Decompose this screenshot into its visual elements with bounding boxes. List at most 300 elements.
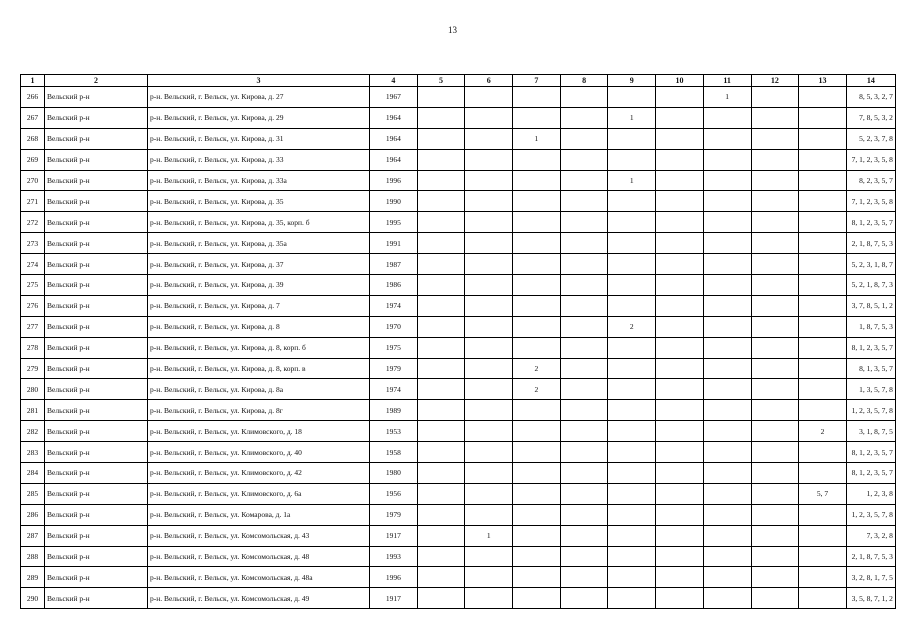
cell-col-2: Вельский р-н	[45, 463, 148, 484]
cell-col-2: Вельский р-н	[45, 504, 148, 525]
cell-col-3: р-н. Вельский, г. Вельск, ул. Кирова, д. 8	[148, 316, 370, 337]
cell-col-5	[417, 358, 465, 379]
cell-col-4: 1996	[370, 170, 418, 191]
table-row	[21, 87, 896, 108]
cell-col-10	[656, 170, 704, 191]
cell-col-10	[656, 212, 704, 233]
cell-col-7	[513, 191, 561, 212]
cell-col-5	[417, 567, 465, 588]
cell-col-3: р-н. Вельский, г. Вельск, ул. Комсомольская, д. 49	[148, 588, 370, 609]
cell-col-8	[560, 588, 608, 609]
table-row	[21, 504, 896, 525]
cell-col-2: Вельский р-н	[45, 275, 148, 296]
cell-col-4: 1974	[370, 379, 418, 400]
cell-col-2: Вельский р-н	[45, 107, 148, 128]
cell-col-14: 7, 1, 2, 3, 5, 8	[846, 149, 895, 170]
cell-col-1: 272	[21, 212, 45, 233]
cell-col-5	[417, 295, 465, 316]
cell-col-6	[465, 483, 513, 504]
cell-col-7: 2	[513, 358, 561, 379]
table-row	[21, 128, 896, 149]
cell-col-5	[417, 525, 465, 546]
cell-col-12	[751, 191, 799, 212]
cell-col-7	[513, 421, 561, 442]
table-row	[21, 567, 896, 588]
cell-col-13	[799, 358, 847, 379]
cell-col-14: 8, 5, 3, 2, 7	[846, 87, 895, 108]
cell-col-10	[656, 379, 704, 400]
cell-col-9	[608, 421, 656, 442]
cell-col-6	[465, 337, 513, 358]
cell-col-9	[608, 149, 656, 170]
cell-col-3: р-н. Вельский, г. Вельск, ул. Кирова, д. 33	[148, 149, 370, 170]
cell-col-7	[513, 337, 561, 358]
cell-col-8	[560, 379, 608, 400]
cell-col-1: 275	[21, 275, 45, 296]
cell-col-4: 1990	[370, 191, 418, 212]
cell-col-13	[799, 295, 847, 316]
cell-col-6	[465, 295, 513, 316]
cell-col-10	[656, 295, 704, 316]
cell-col-5	[417, 379, 465, 400]
cell-col-9	[608, 87, 656, 108]
cell-col-12	[751, 128, 799, 149]
cell-col-2: Вельский р-н	[45, 212, 148, 233]
cell-col-11	[703, 316, 751, 337]
cell-col-11	[703, 275, 751, 296]
cell-col-10	[656, 316, 704, 337]
cell-col-11	[703, 170, 751, 191]
cell-col-4: 1974	[370, 295, 418, 316]
column-header-6: 6	[465, 75, 513, 87]
column-header-4: 4	[370, 75, 418, 87]
cell-col-12	[751, 87, 799, 108]
cell-col-5	[417, 588, 465, 609]
table-row	[21, 483, 896, 504]
cell-col-3: р-н. Вельский, г. Вельск, ул. Кирова, д. 7	[148, 295, 370, 316]
cell-col-6	[465, 149, 513, 170]
cell-col-8	[560, 275, 608, 296]
cell-col-9	[608, 295, 656, 316]
cell-col-12	[751, 275, 799, 296]
cell-col-7	[513, 588, 561, 609]
cell-col-13	[799, 442, 847, 463]
cell-col-1: 279	[21, 358, 45, 379]
cell-col-1: 274	[21, 254, 45, 275]
cell-col-10	[656, 442, 704, 463]
cell-col-1: 289	[21, 567, 45, 588]
cell-col-12	[751, 463, 799, 484]
table-row	[21, 463, 896, 484]
cell-col-8	[560, 316, 608, 337]
table-row	[21, 191, 896, 212]
cell-col-6	[465, 233, 513, 254]
cell-col-8	[560, 442, 608, 463]
cell-col-2: Вельский р-н	[45, 400, 148, 421]
cell-col-6	[465, 567, 513, 588]
cell-col-10	[656, 588, 704, 609]
cell-col-14: 8, 2, 3, 5, 7	[846, 170, 895, 191]
cell-col-8	[560, 483, 608, 504]
cell-col-7	[513, 87, 561, 108]
cell-col-3: р-н. Вельский, г. Вельск, ул. Кирова, д. 33а	[148, 170, 370, 191]
cell-col-10	[656, 191, 704, 212]
cell-col-4: 1991	[370, 233, 418, 254]
cell-col-2: Вельский р-н	[45, 567, 148, 588]
cell-col-6	[465, 87, 513, 108]
cell-col-8	[560, 212, 608, 233]
cell-col-12	[751, 483, 799, 504]
cell-col-6: 1	[465, 525, 513, 546]
cell-col-1: 287	[21, 525, 45, 546]
cell-col-6	[465, 212, 513, 233]
table-row	[21, 107, 896, 128]
cell-col-2: Вельский р-н	[45, 421, 148, 442]
cell-col-3: р-н. Вельский, г. Вельск, ул. Кирова, д. 31	[148, 128, 370, 149]
cell-col-5	[417, 149, 465, 170]
column-header-8: 8	[560, 75, 608, 87]
cell-col-11	[703, 588, 751, 609]
cell-col-5	[417, 233, 465, 254]
column-header-3: 3	[148, 75, 370, 87]
cell-col-3: р-н. Вельский, г. Вельск, ул. Кирова, д. 39	[148, 275, 370, 296]
page-number: 13	[448, 25, 457, 35]
cell-col-5	[417, 191, 465, 212]
table-row	[21, 442, 896, 463]
cell-col-10	[656, 567, 704, 588]
cell-col-1: 286	[21, 504, 45, 525]
table-row	[21, 212, 896, 233]
cell-col-5	[417, 442, 465, 463]
cell-col-13	[799, 170, 847, 191]
column-header-7: 7	[513, 75, 561, 87]
cell-col-9	[608, 546, 656, 567]
cell-col-1: 278	[21, 337, 45, 358]
cell-col-7	[513, 316, 561, 337]
cell-col-4: 1964	[370, 128, 418, 149]
cell-col-6	[465, 275, 513, 296]
cell-col-12	[751, 337, 799, 358]
cell-col-7	[513, 504, 561, 525]
cell-col-8	[560, 567, 608, 588]
table-row	[21, 588, 896, 609]
cell-col-1: 284	[21, 463, 45, 484]
cell-col-11	[703, 567, 751, 588]
cell-col-14: 5, 2, 3, 7, 8	[846, 128, 895, 149]
cell-col-2: Вельский р-н	[45, 588, 148, 609]
cell-col-12	[751, 379, 799, 400]
cell-col-9	[608, 254, 656, 275]
cell-col-4: 1996	[370, 567, 418, 588]
cell-col-3: р-н. Вельский, г. Вельск, ул. Кирова, д. 29	[148, 107, 370, 128]
cell-col-8	[560, 107, 608, 128]
cell-col-14: 1, 8, 7, 5, 3	[846, 316, 895, 337]
cell-col-11	[703, 337, 751, 358]
cell-col-2: Вельский р-н	[45, 337, 148, 358]
cell-col-4: 1993	[370, 546, 418, 567]
cell-col-11	[703, 358, 751, 379]
cell-col-14: 1, 2, 3, 8	[846, 483, 895, 504]
cell-col-11	[703, 191, 751, 212]
cell-col-14: 2, 1, 8, 7, 5, 3	[846, 546, 895, 567]
cell-col-7: 2	[513, 379, 561, 400]
cell-col-13	[799, 128, 847, 149]
cell-col-12	[751, 400, 799, 421]
table-row	[21, 525, 896, 546]
cell-col-12	[751, 421, 799, 442]
cell-col-2: Вельский р-н	[45, 233, 148, 254]
cell-col-1: 288	[21, 546, 45, 567]
cell-col-13	[799, 463, 847, 484]
cell-col-9	[608, 191, 656, 212]
cell-col-8	[560, 295, 608, 316]
cell-col-9: 1	[608, 107, 656, 128]
column-header-9: 9	[608, 75, 656, 87]
cell-col-2: Вельский р-н	[45, 442, 148, 463]
cell-col-13	[799, 337, 847, 358]
cell-col-12	[751, 149, 799, 170]
table-row	[21, 358, 896, 379]
cell-col-4: 1995	[370, 212, 418, 233]
table-row	[21, 421, 896, 442]
cell-col-12	[751, 107, 799, 128]
cell-col-5	[417, 400, 465, 421]
cell-col-4: 1975	[370, 337, 418, 358]
cell-col-6	[465, 421, 513, 442]
cell-col-6	[465, 107, 513, 128]
cell-col-12	[751, 546, 799, 567]
cell-col-9	[608, 379, 656, 400]
cell-col-10	[656, 546, 704, 567]
cell-col-8	[560, 170, 608, 191]
table-row	[21, 233, 896, 254]
cell-col-3: р-н. Вельский, г. Вельск, ул. Кирова, д. 8г	[148, 400, 370, 421]
cell-col-7	[513, 567, 561, 588]
cell-col-9	[608, 358, 656, 379]
cell-col-11: 1	[703, 87, 751, 108]
cell-col-12	[751, 442, 799, 463]
cell-col-1: 266	[21, 87, 45, 108]
cell-col-11	[703, 149, 751, 170]
cell-col-11	[703, 379, 751, 400]
cell-col-3: р-н. Вельский, г. Вельск, ул. Кирова, д. 8а	[148, 379, 370, 400]
cell-col-6	[465, 463, 513, 484]
cell-col-5	[417, 128, 465, 149]
table-row	[21, 546, 896, 567]
cell-col-3: р-н. Вельский, г. Вельск, ул. Климовского, д. 6а	[148, 483, 370, 504]
cell-col-3: р-н. Вельский, г. Вельск, ул. Комсомольская, д. 48	[148, 546, 370, 567]
cell-col-5	[417, 87, 465, 108]
cell-col-2: Вельский р-н	[45, 191, 148, 212]
cell-col-11	[703, 421, 751, 442]
cell-col-13	[799, 212, 847, 233]
cell-col-14: 8, 1, 2, 3, 5, 7	[846, 442, 895, 463]
cell-col-1: 270	[21, 170, 45, 191]
cell-col-12	[751, 567, 799, 588]
cell-col-3: р-н. Вельский, г. Вельск, ул. Комсомольская, д. 48а	[148, 567, 370, 588]
cell-col-7	[513, 107, 561, 128]
cell-col-9: 1	[608, 170, 656, 191]
cell-col-6	[465, 400, 513, 421]
cell-col-14: 5, 2, 1, 8, 7, 3	[846, 275, 895, 296]
cell-col-7	[513, 170, 561, 191]
cell-col-13	[799, 504, 847, 525]
cell-col-3: р-н. Вельский, г. Вельск, ул. Комарова, д. 1а	[148, 504, 370, 525]
cell-col-8	[560, 400, 608, 421]
cell-col-9	[608, 128, 656, 149]
cell-col-9	[608, 567, 656, 588]
cell-col-10	[656, 233, 704, 254]
cell-col-12	[751, 212, 799, 233]
cell-col-3: р-н. Вельский, г. Вельск, ул. Кирова, д. 8, корп. б	[148, 337, 370, 358]
cell-col-9	[608, 504, 656, 525]
cell-col-13	[799, 379, 847, 400]
cell-col-9	[608, 212, 656, 233]
cell-col-12	[751, 233, 799, 254]
cell-col-8	[560, 463, 608, 484]
cell-col-5	[417, 337, 465, 358]
cell-col-1: 267	[21, 107, 45, 128]
cell-col-13	[799, 275, 847, 296]
cell-col-11	[703, 442, 751, 463]
cell-col-10	[656, 463, 704, 484]
cell-col-13	[799, 400, 847, 421]
cell-col-4: 1964	[370, 107, 418, 128]
cell-col-1: 269	[21, 149, 45, 170]
cell-col-4: 1986	[370, 275, 418, 296]
cell-col-8	[560, 358, 608, 379]
cell-col-2: Вельский р-н	[45, 170, 148, 191]
cell-col-1: 271	[21, 191, 45, 212]
cell-col-8	[560, 546, 608, 567]
cell-col-12	[751, 525, 799, 546]
cell-col-10	[656, 400, 704, 421]
cell-col-10	[656, 128, 704, 149]
cell-col-7	[513, 442, 561, 463]
cell-col-10	[656, 483, 704, 504]
cell-col-4: 1917	[370, 525, 418, 546]
cell-col-2: Вельский р-н	[45, 483, 148, 504]
cell-col-8	[560, 421, 608, 442]
cell-col-4: 1979	[370, 504, 418, 525]
cell-col-14: 3, 2, 8, 1, 7, 5	[846, 567, 895, 588]
cell-col-9	[608, 233, 656, 254]
column-header-11: 11	[703, 75, 751, 87]
cell-col-5	[417, 546, 465, 567]
cell-col-12	[751, 358, 799, 379]
table-row	[21, 149, 896, 170]
cell-col-10	[656, 275, 704, 296]
column-header-5: 5	[417, 75, 465, 87]
column-header-1: 1	[21, 75, 45, 87]
cell-col-8	[560, 337, 608, 358]
cell-col-7	[513, 525, 561, 546]
cell-col-5	[417, 421, 465, 442]
cell-col-13	[799, 525, 847, 546]
cell-col-5	[417, 483, 465, 504]
cell-col-14: 1, 2, 3, 5, 7, 8	[846, 504, 895, 525]
cell-col-1: 268	[21, 128, 45, 149]
cell-col-2: Вельский р-н	[45, 87, 148, 108]
cell-col-4: 1958	[370, 442, 418, 463]
cell-col-2: Вельский р-н	[45, 358, 148, 379]
cell-col-1: 285	[21, 483, 45, 504]
cell-col-10	[656, 87, 704, 108]
cell-col-4: 1980	[370, 463, 418, 484]
cell-col-7	[513, 149, 561, 170]
cell-col-3: р-н. Вельский, г. Вельск, ул. Кирова, д. 35	[148, 191, 370, 212]
cell-col-1: 273	[21, 233, 45, 254]
cell-col-8	[560, 128, 608, 149]
cell-col-9: 2	[608, 316, 656, 337]
cell-col-13	[799, 316, 847, 337]
table-row	[21, 316, 896, 337]
cell-col-4: 1964	[370, 149, 418, 170]
cell-col-8	[560, 87, 608, 108]
table-row	[21, 337, 896, 358]
cell-col-14: 1, 3, 5, 7, 8	[846, 379, 895, 400]
cell-col-9	[608, 337, 656, 358]
table-body	[21, 87, 896, 609]
cell-col-1: 280	[21, 379, 45, 400]
cell-col-3: р-н. Вельский, г. Вельск, ул. Кирова, д. 8, корп. в	[148, 358, 370, 379]
cell-col-12	[751, 316, 799, 337]
cell-col-5	[417, 107, 465, 128]
cell-col-8	[560, 191, 608, 212]
cell-col-1: 290	[21, 588, 45, 609]
cell-col-8	[560, 254, 608, 275]
cell-col-9	[608, 463, 656, 484]
cell-col-14: 5, 2, 3, 1, 8, 7	[846, 254, 895, 275]
cell-col-1: 276	[21, 295, 45, 316]
table-row	[21, 170, 896, 191]
cell-col-6	[465, 504, 513, 525]
cell-col-14: 7, 3, 2, 8	[846, 525, 895, 546]
cell-col-11	[703, 128, 751, 149]
cell-col-7	[513, 463, 561, 484]
cell-col-4: 1989	[370, 400, 418, 421]
cell-col-11	[703, 295, 751, 316]
cell-col-13	[799, 588, 847, 609]
cell-col-10	[656, 504, 704, 525]
cell-col-14: 2, 1, 8, 7, 5, 3	[846, 233, 895, 254]
cell-col-3: р-н. Вельский, г. Вельск, ул. Климовского, д. 18	[148, 421, 370, 442]
building-register-table	[20, 74, 896, 609]
cell-col-1: 282	[21, 421, 45, 442]
cell-col-9	[608, 442, 656, 463]
cell-col-10	[656, 107, 704, 128]
cell-col-6	[465, 128, 513, 149]
cell-col-13	[799, 546, 847, 567]
cell-col-7	[513, 212, 561, 233]
cell-col-8	[560, 233, 608, 254]
cell-col-3: р-н. Вельский, г. Вельск, ул. Климовского, д. 40	[148, 442, 370, 463]
cell-col-5	[417, 463, 465, 484]
cell-col-11	[703, 254, 751, 275]
cell-col-11	[703, 233, 751, 254]
cell-col-13	[799, 233, 847, 254]
cell-col-9	[608, 588, 656, 609]
cell-col-6	[465, 316, 513, 337]
cell-col-6	[465, 442, 513, 463]
cell-col-4: 1970	[370, 316, 418, 337]
cell-col-2: Вельский р-н	[45, 254, 148, 275]
cell-col-13	[799, 87, 847, 108]
cell-col-14: 7, 8, 5, 3, 2	[846, 107, 895, 128]
cell-col-7	[513, 483, 561, 504]
cell-col-7	[513, 275, 561, 296]
cell-col-5	[417, 504, 465, 525]
